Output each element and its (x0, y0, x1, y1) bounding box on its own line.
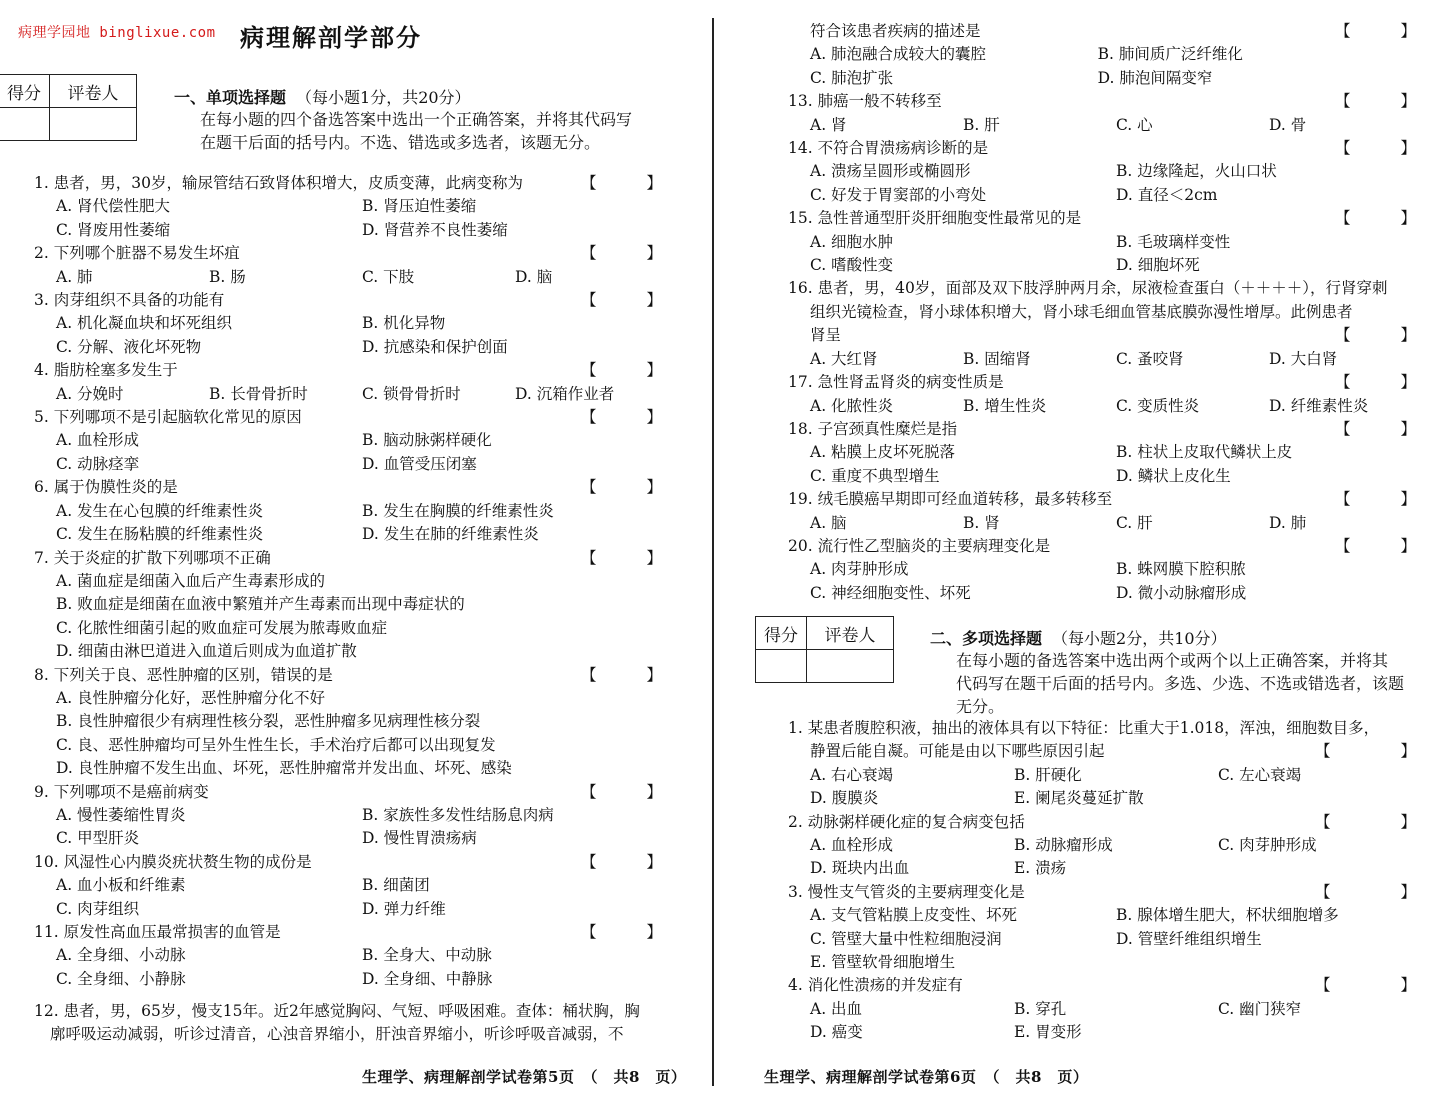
question-item (788, 207, 1422, 277)
question-stem: 13. 肺癌一般不转移至 (788, 92, 942, 111)
answer-option: A. 溃疡呈圆形或椭圆形 (810, 162, 971, 181)
answer-option: A. 肺 (56, 267, 93, 286)
multi-question-1-line: 静置后能自凝。可能是由以下哪些原因引起 (810, 742, 1105, 761)
answer-option: B. 脑动脉粥样硬化 (362, 431, 492, 450)
answer-bracket[interactable]: 【 】 (1334, 490, 1416, 509)
answer-option: A. 血栓形成 (810, 836, 894, 855)
question-16-options (788, 348, 1422, 371)
multi-question-list-2-4 (788, 811, 1422, 1045)
answer-option: A. 细胞水肿 (810, 232, 894, 251)
answer-option: B. 机化异物 (362, 314, 446, 333)
multi-question-1 (788, 717, 1422, 811)
answer-bracket[interactable]: 【 】 (580, 548, 662, 567)
answer-option: C. 变质性炎 (1116, 396, 1200, 415)
question-options (34, 500, 668, 547)
answer-bracket[interactable]: 【 】 (580, 291, 662, 310)
answer-option: B. 穿孔 (1013, 999, 1067, 1018)
answer-option: B. 蛛网膜下腔积脓 (1116, 560, 1246, 579)
section1-header (174, 86, 471, 109)
question-stem: 19. 绒毛膜癌早期即可经血道转移，最多转移至 (788, 490, 1113, 509)
question-item (34, 359, 668, 406)
answer-option: C. 管壁大量中性粒细胞浸润 (810, 929, 1002, 948)
question-item (788, 488, 1422, 535)
question-16-line: 16. 患者，男，40岁，面部及双下肢浮肿两月余，尿液检查蛋白（＋＋＋＋），行肾穿刺 (788, 279, 1388, 298)
question-item (34, 547, 668, 664)
section1-note: （每小题1分，共20分） (296, 88, 471, 107)
multi-question-1-options (788, 764, 1422, 811)
answer-option: B. 固缩肾 (963, 349, 1031, 368)
answer-option: C. 分解、液化坏死物 (56, 337, 202, 356)
question-item (34, 172, 668, 242)
question-options (788, 231, 1422, 278)
page-title: 病理解剖学部分 (240, 23, 422, 52)
answer-option: D. 弹力纤维 (362, 899, 446, 918)
answer-option: C. 肉芽组织 (56, 899, 140, 918)
answer-option: A. 粘膜上皮坏死脱落 (810, 443, 956, 462)
grader-label: 评卷人 (50, 75, 137, 108)
answer-option: B. 肾 (963, 513, 1000, 532)
answer-bracket[interactable]: 【 】 (580, 408, 662, 427)
answer-option: D. 腹膜炎 (810, 789, 879, 808)
answer-option: B. 边缘隆起，火山口状 (1116, 162, 1277, 181)
multi-question-1-line: 1. 某患者腹腔积液，抽出的液体具有以下特征：比重大于1.018，浑浊，细胞数目多， (788, 719, 1380, 737)
answer-option: C. 全身细、小静脉 (56, 969, 186, 988)
answer-option: D. 骨 (1269, 115, 1307, 134)
question-options (34, 383, 668, 406)
answer-option: A. 脑 (810, 513, 847, 532)
question-stem: 20. 流行性乙型脑炎的主要病理变化是 (788, 536, 1051, 555)
question-item (788, 535, 1422, 605)
section2-desc (956, 649, 1404, 718)
answer-option: C. 甲型肝炎 (56, 829, 140, 848)
section2-desc-line: 在每小题的备选答案中选出两个或两个以上正确答案，并将其 (956, 651, 1389, 670)
question-stem: 3. 慢性支气管炎的主要病理变化是 (788, 882, 1025, 901)
answer-bracket[interactable]: 【 】 (1334, 373, 1416, 392)
grader-label: 评卷人 (807, 617, 894, 650)
answer-bracket[interactable]: 【 】 (580, 923, 662, 941)
answer-option: B. 肠 (209, 267, 246, 286)
question-stem: 9. 下列哪项不是癌前病变 (34, 782, 209, 801)
answer-option: C. 嗜酸性变 (810, 256, 894, 275)
grader-cell[interactable] (50, 108, 137, 141)
answer-option: A. 支气管粘膜上皮变性、坏死 (810, 906, 1018, 925)
score-cell[interactable] (0, 108, 50, 141)
answer-option: C. 心 (1116, 115, 1153, 134)
question-options (788, 834, 1422, 881)
question-options (788, 395, 1422, 418)
answer-option: A. 慢性萎缩性胃炎 (56, 805, 186, 824)
question-stem: 11. 原发性高血压最常损害的血管是 (34, 923, 281, 941)
left-question-list (34, 172, 668, 991)
question-stem: 5. 下列哪项不是引起脑软化常见的原因 (34, 408, 302, 427)
answer-option: C. 下肢 (362, 267, 415, 286)
answer-option: D. 脑 (515, 267, 553, 286)
answer-option: B. 肝 (963, 115, 1000, 134)
section2-heading: 二、多项选择题 (930, 629, 1043, 648)
section1-desc-line: 在每小题的四个备选答案中选出一个正确答案，并将其代码写 (200, 110, 633, 129)
question-stem: 14. 不符合胃溃疡病诊断的是 (788, 139, 989, 158)
question-12-line: 12. 患者，男，65岁，慢支15年。近2年感觉胸闷、气短、呼吸困难。查体：桶状胸，胸 (34, 1002, 640, 1020)
answer-bracket[interactable]: 【 】 (580, 665, 662, 684)
answer-option: A. 血小板和纤维素 (56, 876, 186, 895)
answer-option: C. 肺泡扩张 (810, 68, 894, 87)
answer-option: C. 肉芽肿形成 (1217, 836, 1317, 855)
answer-option: A. 肺泡融合成较大的囊腔 (810, 45, 987, 64)
answer-option: A. 分娩时 (56, 384, 124, 403)
answer-bracket[interactable]: 【 】 (580, 478, 662, 497)
answer-option: D. 纤维素性炎 (1269, 396, 1369, 415)
answer-option: A. 右心衰竭 (810, 765, 894, 784)
answer-option: B. 肺间质广泛纤维化 (1097, 45, 1243, 64)
section1-desc-line: 在题干后面的括号内。不选、错选或多选者，该题无分。 (200, 133, 601, 152)
answer-option: B. 细菌团 (362, 876, 430, 895)
answer-option: B. 长骨骨折时 (209, 384, 308, 403)
score-box-1 (0, 74, 137, 141)
answer-option: B. 动脉瘤形成 (1013, 836, 1113, 855)
section1-heading: 一、单项选择题 (174, 88, 287, 107)
question-stem: 7. 关于炎症的扩散下列哪项不正确 (34, 548, 271, 567)
question-stem: 15. 急性普通型肝炎肝细胞变性最常见的是 (788, 209, 1082, 228)
question-options (34, 429, 668, 476)
question-item (34, 476, 668, 546)
question-options (788, 160, 1422, 207)
answer-bracket[interactable]: 【 】 (1334, 419, 1416, 438)
question-options (34, 266, 668, 289)
answer-option: D. 良性肿瘤不发生出血、坏死，恶性肿瘤常并发出血、坏死、感染 (56, 759, 512, 778)
answer-option: D. 斑块内出血 (810, 859, 910, 878)
answer-option: A. 机化凝血块和坏死组织 (56, 314, 233, 333)
question-item (788, 371, 1422, 418)
answer-option: B. 肾压迫性萎缩 (362, 197, 477, 216)
question-options (788, 441, 1422, 488)
question-stem: 1. 患者，男，30岁，输尿管结石致肾体积增大，皮质变薄，此病变称为 (34, 174, 523, 192)
answer-option: C. 发生在肠粘膜的纤维素性炎 (56, 525, 264, 544)
section1-desc (200, 108, 632, 154)
answer-bracket[interactable]: 【 】 (580, 852, 662, 871)
score-cell[interactable] (756, 650, 807, 683)
answer-option: B. 发生在胸膜的纤维素性炎 (362, 501, 554, 520)
answer-option: D. 抗感染和保护创面 (362, 337, 508, 356)
answer-option: A. 良性肿瘤分化好，恶性肿瘤分化不好 (56, 688, 326, 707)
question-options (34, 570, 668, 664)
answer-bracket[interactable]: 【 】 (1334, 209, 1416, 228)
question-options (34, 195, 668, 242)
question-item (788, 90, 1422, 137)
question-item (788, 881, 1422, 975)
question-item (34, 664, 668, 781)
answer-option: D. 血管受压闭塞 (362, 454, 477, 473)
answer-option: C. 左心衰竭 (1217, 765, 1302, 784)
answer-option: B. 增生性炎 (963, 396, 1047, 415)
question-item (34, 406, 668, 476)
answer-bracket[interactable]: 【 】 (1314, 812, 1416, 831)
question-item (34, 242, 668, 289)
answer-bracket[interactable]: 【 】 (580, 174, 662, 192)
question-options (34, 312, 668, 359)
question-stem: 6. 属于伪膜性炎的是 (34, 478, 178, 497)
answer-option: D. 肺 (1269, 513, 1307, 532)
answer-option: A. 全身细、小动脉 (56, 946, 186, 965)
section2-note: （每小题2分，共10分） (1052, 629, 1227, 648)
answer-bracket[interactable]: 【 】 (1314, 976, 1416, 995)
answer-option: C. 良、恶性肿瘤均可呈外生性生长，手术治疗后都可以出现复发 (56, 735, 496, 754)
answer-option: A. 大红肾 (810, 349, 878, 368)
site-watermark: 病理学园地 binglixue.com (18, 25, 216, 41)
question-list-17-20 (788, 371, 1422, 605)
question-options (788, 904, 1422, 974)
multi-question-list (788, 717, 1422, 1045)
answer-option: D. 慢性胃溃疡病 (362, 829, 477, 848)
answer-option: C. 幽门狭窄 (1217, 999, 1302, 1018)
answer-option: A. 血栓形成 (56, 431, 140, 450)
question-options (34, 944, 668, 991)
answer-option: A. 化脓性炎 (810, 396, 894, 415)
section2-header (930, 627, 1227, 650)
answer-option: E. 胃变形 (1013, 1023, 1082, 1042)
score-label: 得分 (756, 617, 807, 650)
answer-option: C. 神经细胞变性、坏死 (810, 583, 971, 602)
question-12-line: 廓呼吸运动减弱，听诊过清音，心浊音界缩小，肝浊音界缩小，听诊呼吸音减弱，不 (50, 1025, 624, 1044)
question-stem: 10. 风湿性心内膜炎疣状赘生物的成份是 (34, 852, 312, 871)
answer-option: B. 全身大、中动脉 (362, 946, 492, 965)
answer-option: D. 细菌由淋巴道进入血道后则成为血道扩散 (56, 642, 357, 661)
answer-option: B. 肝硬化 (1013, 765, 1082, 784)
question-options (788, 512, 1422, 535)
question-item (788, 974, 1422, 1044)
question-options (34, 874, 668, 921)
question-16-line: 肾呈 (810, 326, 842, 345)
answer-option: C. 化脓性细菌引起的败血症可发展为脓毒败血症 (56, 618, 388, 637)
question-stem: 18. 子宫颈真性糜烂是指 (788, 419, 958, 438)
answer-bracket[interactable]: 【 】 (1334, 326, 1416, 345)
answer-option: D. 发生在肺的纤维素性炎 (362, 525, 539, 544)
question-stem: 17. 急性肾盂肾炎的病变性质是 (788, 373, 1004, 392)
answer-option: C. 肾废用性萎缩 (56, 220, 171, 239)
answer-option: E. 阑尾炎蔓延扩散 (1013, 789, 1144, 808)
answer-option: D. 癌变 (810, 1023, 863, 1042)
score-label: 得分 (0, 75, 50, 108)
answer-bracket[interactable]: 【 】 (1334, 536, 1416, 555)
answer-option: A. 肾代偿性肥大 (56, 197, 171, 216)
right-question-list (788, 20, 1422, 605)
question-16 (788, 277, 1422, 371)
section2-desc-line: 代码写在题干后面的括号内。多选、少选、不选或错选者，该题 (956, 674, 1405, 693)
question-list-13-15 (788, 90, 1422, 277)
question-stem: 4. 脂肪栓塞多发生于 (34, 361, 178, 380)
answer-option: B. 柱状上皮取代鳞状上皮 (1116, 443, 1293, 462)
answer-bracket[interactable]: 【 】 (580, 782, 662, 801)
answer-option: B. 毛玻璃样变性 (1116, 232, 1231, 251)
answer-option: D. 微小动脉瘤形成 (1116, 583, 1247, 602)
answer-option: D. 沉箱作业者 (515, 384, 615, 403)
answer-option: A. 出血 (810, 999, 863, 1018)
answer-option: B. 良性肿瘤很少有病理性核分裂，恶性肿瘤多见病理性核分裂 (56, 712, 481, 731)
question-stem: 3. 肉芽组织不具备的功能有 (34, 291, 225, 310)
answer-option: C. 好发于胃窦部的小弯处 (810, 185, 987, 204)
question-12-stem (34, 1000, 674, 1047)
question-options (788, 998, 1422, 1045)
answer-option: C. 锁骨骨折时 (362, 384, 461, 403)
question-stem: 4. 消化性溃疡的并发症有 (788, 976, 963, 995)
answer-option: C. 肝 (1116, 513, 1153, 532)
answer-option: D. 鳞状上皮化生 (1116, 466, 1231, 485)
answer-bracket[interactable]: 【 】 (1314, 882, 1416, 901)
score-box-2 (755, 616, 894, 683)
answer-option: B. 败血症是细菌在血液中繁殖并产生毒素而出现中毒症状的 (56, 595, 465, 614)
answer-bracket[interactable]: 【 】 (580, 361, 662, 380)
question-options (34, 804, 668, 851)
answer-option: D. 肺泡间隔变窄 (1097, 68, 1213, 87)
answer-option: D. 肾营养不良性萎缩 (362, 220, 508, 239)
question-12-continued (788, 20, 1422, 90)
answer-option: D. 细胞坏死 (1116, 256, 1200, 275)
grader-cell[interactable] (807, 650, 894, 683)
answer-option: D. 管壁纤维组织增生 (1116, 929, 1262, 948)
answer-option: A. 菌血症是细菌入血后产生毒素形成的 (56, 571, 326, 590)
answer-option: B. 家族性多发性结肠息肉病 (362, 805, 554, 824)
question-item (788, 418, 1422, 488)
question-item (34, 781, 668, 851)
question-item (788, 811, 1422, 881)
question-options (788, 558, 1422, 605)
answer-bracket[interactable]: 【 】 (1334, 22, 1416, 40)
question-item (34, 921, 668, 991)
section2-desc-line: 无分。 (956, 697, 1005, 716)
question-stem: 2. 动脉粥样硬化症的复合病变包括 (788, 812, 1025, 831)
question-stem: 8. 下列关于良、恶性肿瘤的区别，错误的是 (34, 665, 333, 684)
answer-bracket[interactable]: 【 】 (1314, 742, 1416, 761)
answer-option: A. 肾 (810, 115, 847, 134)
question-stem: 2. 下列哪个脏器不易发生坏疽 (34, 244, 240, 263)
question-12-line: 符合该患者疾病的描述是 (810, 22, 981, 40)
question-item (34, 289, 668, 359)
question-item (788, 137, 1422, 207)
question-12-options (788, 43, 1422, 90)
answer-bracket[interactable]: 【 】 (580, 244, 662, 263)
answer-option: A. 肉芽肿形成 (810, 560, 909, 579)
answer-option: C. 重度不典型增生 (810, 466, 940, 485)
answer-option: D. 直径＜2cm (1116, 185, 1218, 204)
answer-option: C. 蚤咬肾 (1116, 349, 1184, 368)
footer-page-5: 生理学、病理解剖学试卷第5页 （ 共8 页） (362, 1068, 687, 1086)
answer-option: A. 发生在心包膜的纤维素性炎 (56, 501, 264, 520)
answer-option: C. 动脉痉挛 (56, 454, 140, 473)
footer-page-6: 生理学、病理解剖学试卷第6页 （ 共8 页） (764, 1068, 1089, 1086)
question-item (34, 851, 668, 921)
answer-option: E. 管壁软骨细胞增生 (810, 953, 956, 972)
page-divider (712, 18, 714, 1086)
question-16-line: 组织光镜检查，肾小球体积增大，肾小球毛细血管基底膜弥漫性增厚。此例患者 (810, 302, 1353, 321)
question-options (34, 687, 668, 781)
answer-bracket[interactable]: 【 】 (1334, 139, 1416, 158)
question-options (788, 114, 1422, 137)
answer-bracket[interactable]: 【 】 (1334, 92, 1416, 111)
answer-option: D. 全身细、中静脉 (362, 969, 493, 988)
answer-option: B. 腺体增生肥大，杯状细胞增多 (1116, 906, 1339, 925)
answer-option: D. 大白肾 (1269, 349, 1338, 368)
answer-option: E. 溃疡 (1013, 859, 1067, 878)
